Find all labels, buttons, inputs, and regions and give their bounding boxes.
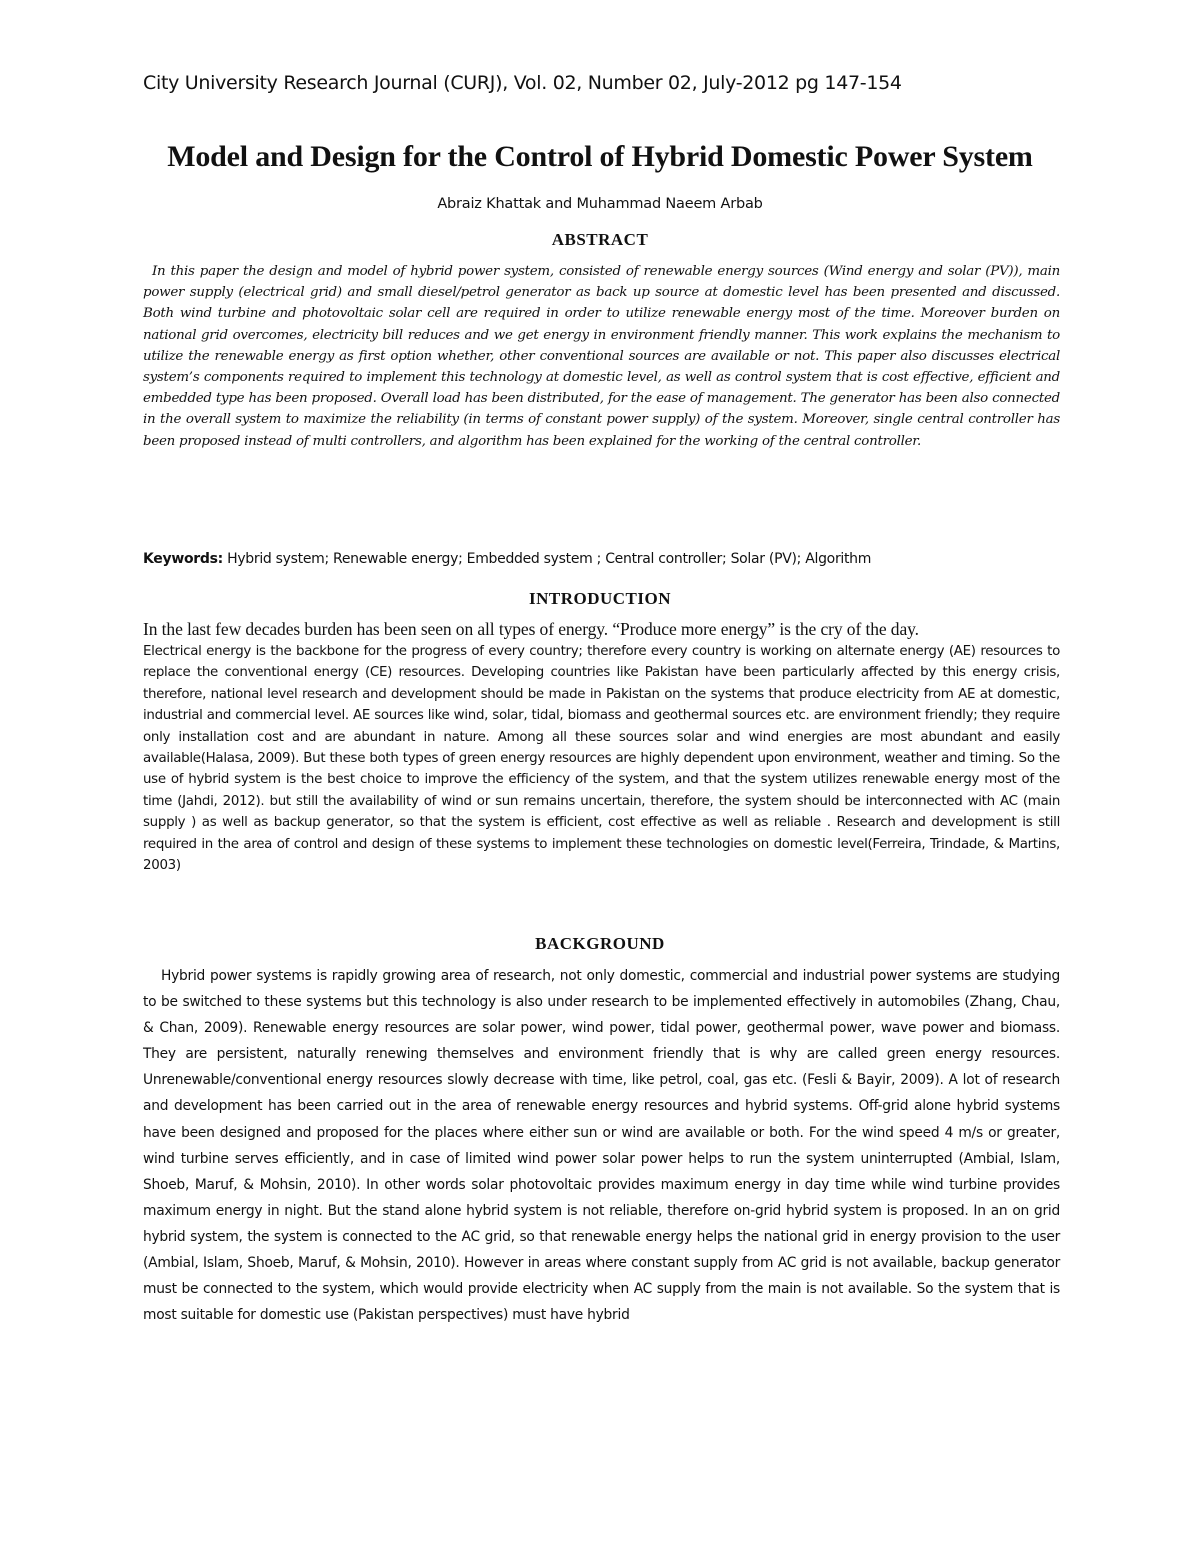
paper-authors: Abraiz Khattak and Muhammad Naeem Arbab xyxy=(437,196,763,212)
background-heading: BACKGROUND xyxy=(535,934,665,953)
abstract-body: In this paper the design and model of hybrid power system, consisted of renewable energy sources (Wind energy and solar (PV)), main power supply (electrical grid) and small diesel/petrol generator as back up source at domestic level has been presented and discussed. Both wind turbine and photovoltaic solar cell are required in order to utilize renewable energy most of the time. Moreover burden on national grid overcomes, electricity bill reduces and we get energy in environment friendly manner. This work explains the mechanism to utilize the renewable energy as first option whether, other conventional sources are available or not. This paper also discusses electrical system’s components required to implement this technology at domestic level, as well as control system that is cost effective, efficient and embedded type has been proposed. Overall load has been distributed, for the ease of management. The generator has been also connected in the overall system to maximize the reliability (in terms of constant power supply) of the system. Moreover, single central controller has been proposed instead of multi controllers, and algorithm has been explained for the working of the central controller. xyxy=(143,264,1060,449)
keywords-line xyxy=(143,551,1060,567)
paper-title: Model and Design for the Control of Hybrid Domestic Power System xyxy=(167,140,1033,173)
abstract-heading: ABSTRACT xyxy=(551,230,649,249)
introduction-first-line: In the last few decades burden has been seen on all types of energy. “Produce more energy” is the cry of the day. xyxy=(143,619,919,639)
introduction-heading: INTRODUCTION xyxy=(528,589,672,608)
journal-running-head: City University Research Journal (CURJ), Vol. 02, Number 02, July-2012 pg 147-154 xyxy=(143,72,902,94)
keywords-list: Hybrid system; Renewable energy; Embedded system ; Central controller; Solar (PV); Algorithm xyxy=(222,551,872,567)
background-body: Hybrid power systems is rapidly growing area of research, not only domestic, commercial and industrial power systems are studying to be switched to these systems but this technology is also under research to be implemented effectively in automobiles (Zhang, Chau, & Chan, 2009). Renewable energy resources are solar power, wind power, tidal power, geothermal power, wave power and biomass. They are persistent, naturally renewing themselves and environment friendly that is why are called green energy resources. Unrenewable/conventional energy resources slowly decrease with time, like petrol, coal, gas etc. (Fesli & Bayir, 2009). A lot of research and development has been carried out in the area of renewable energy resources and hybrid systems. Off-grid alone hybrid systems have been designed and proposed for the places where either sun or wind are available or both. For the wind speed 4 m/s or greater, wind turbine serves efficiently, and in case of limited wind power solar power helps to run the system uninterrupted (Ambial, Islam, Shoeb, Maruf, & Mohsin, 2010). In other words solar photovoltaic provides maximum energy in day time while wind turbine provides maximum energy in night. But the stand alone hybrid system is not reliable, therefore on-grid hybrid system is proposed. In an on grid hybrid system, the system is connected to the AC grid, so that renewable energy helps the national grid in energy provision to the user (Ambial, Islam, Shoeb, Maruf, & Mohsin, 2010). However in areas where constant supply from AC grid is not available, backup generator must be connected to the system, which would provide electricity when AC supply from the main is not available. So the system that is most suitable for domestic use (Pakistan perspectives) must have hybrid xyxy=(143,968,1060,1324)
introduction-body: Electrical energy is the backbone for the progress of every country; therefore every country is working on alternate energy (AE) resources to replace the conventional energy (CE) resources. Developing countries like Pakistan have been particularly affected by this energy crisis, therefore, national level research and development should be made in Pakistan on the systems that produce electricity from AE at domestic, industrial and commercial level. AE sources like wind, solar, tidal, biomass and geothermal sources etc. are environment friendly; they require only installation cost and are abundant in nature. Among all these sources solar and wind energies are most abundant and easily available(Halasa, 2009). But these both types of green energy resources are highly dependent upon environment, weather and timing. So the use of hybrid system is the best choice to improve the efficiency of the system, and that the system utilizes renewable energy most of the time (Jahdi, 2012). but still the availability of wind or sun remains uncertain, therefore, the system should be interconnected with AC (main supply ) as well as backup generator, so that the system is efficient, cost effective as well as reliable . Research and development is still required in the area of control and design of these systems to implement these technologies on domestic level(Ferreira, Trindade, & Martins, 2003) xyxy=(143,644,1060,874)
keywords-label: Keywords: xyxy=(143,551,223,567)
